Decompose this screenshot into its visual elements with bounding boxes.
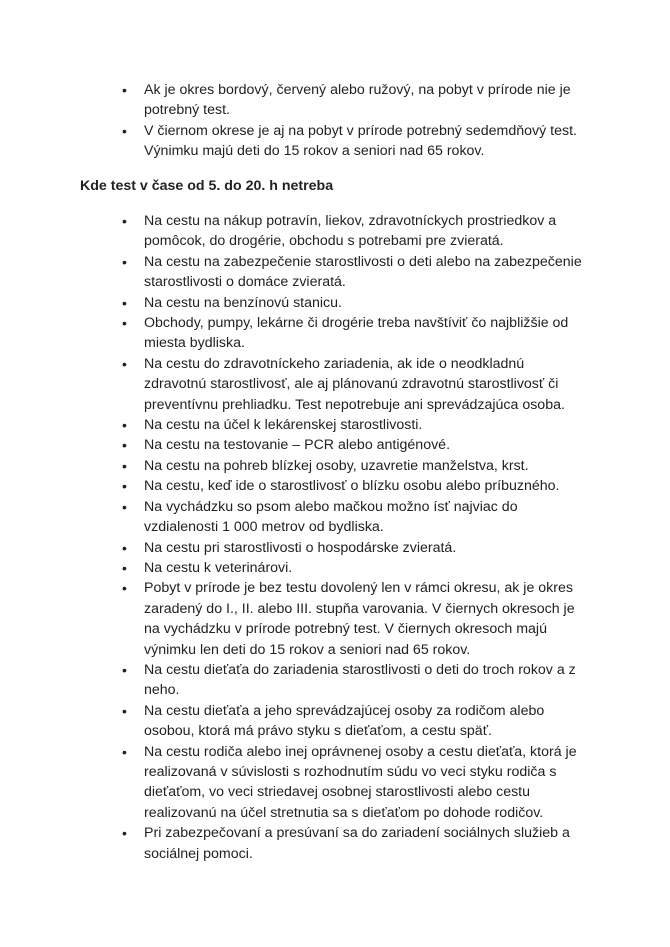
bullet-icon: • xyxy=(122,315,127,332)
list-item-text: Na cestu dieťaťa do zariadenia starostlivosti o deti do troch rokov a z neho. xyxy=(144,661,576,699)
bullet-icon: • xyxy=(122,702,127,719)
bullet-icon: • xyxy=(122,498,127,515)
bullet-icon: • xyxy=(122,743,127,760)
list-item-text: V čiernom okrese je aj na pobyt v prírode potrebný sedemdňový test. Výnimku majú deti do 15 rokov a seniori nad 65 rokov. xyxy=(144,122,577,160)
bullet-icon: • xyxy=(122,457,127,474)
list-item-text: Ak je okres bordový, červený alebo ružový, na pobyt v prírode nie je potrebný test. xyxy=(144,82,571,119)
bullet-icon: • xyxy=(122,661,127,678)
list-item xyxy=(118,823,588,864)
list-item-text: Na cestu pri starostlivosti o hospodárske zvieratá. xyxy=(144,539,457,556)
list-item-text: Na cestu dieťaťa a jeho sprevádzajúcej osoby za rodičom alebo osobou, ktorá má právo styku s dieťaťom, a cestu späť. xyxy=(144,702,545,740)
list-item-text: Na cestu na testovanie – PCR alebo antigénové. xyxy=(144,437,451,454)
bullet-icon: • xyxy=(122,82,127,98)
list-item xyxy=(118,415,588,435)
bullet-icon: • xyxy=(122,122,127,139)
list-item xyxy=(118,456,588,476)
list-item xyxy=(118,313,588,354)
bullet-icon: • xyxy=(122,825,127,842)
bullet-icon: • xyxy=(122,417,127,434)
list-item xyxy=(118,578,588,660)
bullet-icon: • xyxy=(122,559,127,576)
list-item-text: Pobyt v prírode je bez testu dovolený len v rámci okresu, ak je okres zaradený do I., II. alebo III. stupňa varovania. V čiernych okresoch je na vychádzku v prírode potrebný test. V čiernych okresoch majú výnimku len deti do 15 rokov a seniori nad 65 rokov. xyxy=(144,580,575,658)
list-item xyxy=(118,558,588,578)
bullet-icon: • xyxy=(122,539,127,556)
list-item-text: Na cestu rodiča alebo inej oprávnenej osoby a cestu dieťaťa, ktorá je realizovaná v súvislosti s rozhodnutím súdu vo veci styku rodiča s dieťaťom, vo veci striedavej osobnej starostlivosti alebo cestu realizovanú na účel stretnutia sa s dieťaťom po dohode rodičov. xyxy=(144,743,577,821)
list-item-text: Na cestu, keď ide o starostlivosť o blízku osobu alebo príbuzného. xyxy=(144,478,560,495)
bullet-icon: • xyxy=(122,437,127,454)
bullet-icon: • xyxy=(122,294,127,311)
bullet-icon: • xyxy=(122,478,127,495)
list-item xyxy=(118,80,588,121)
list-item xyxy=(118,538,588,558)
list-item xyxy=(118,354,588,415)
list-item xyxy=(118,701,588,742)
list-item-text: Na cestu na pohreb blízkej osoby, uzavretie manželstva, krst. xyxy=(144,457,529,474)
list-item xyxy=(118,252,588,293)
list-item-text: Pri zabezpečovaní a presúvaní sa do zariadení sociálnych služieb a sociálnej pomoci. xyxy=(144,825,570,862)
list-item-text: Na cestu k veterinárovi. xyxy=(144,559,293,576)
bullet-icon: • xyxy=(122,213,127,229)
bullet-icon: • xyxy=(122,580,127,597)
top-bullet-list xyxy=(118,80,588,162)
bullet-icon: • xyxy=(122,355,127,372)
list-item-text: Na cestu na zabezpečenie starostlivosti o deti alebo na zabezpečenie starostlivosti o domáce zvieratá. xyxy=(144,253,582,291)
list-item xyxy=(118,121,588,162)
main-bullet-list xyxy=(118,211,588,864)
list-item xyxy=(118,660,588,701)
list-item xyxy=(118,293,588,313)
list-item-text: Obchody, pumpy, lekárne či drogérie treba navštíviť čo najbližšie od miesta bydliska. xyxy=(144,315,569,352)
list-item-text: Na cestu na nákup potravín, liekov, zdravotníckych prostriedkov a pomôcok, do drogérie, obchodu s potrebami pre zvieratá. xyxy=(144,213,557,250)
section-heading: Kde test v čase od 5. do 20. h netreba xyxy=(80,178,334,194)
list-item xyxy=(118,435,588,455)
list-item-text: Na cestu do zdravotníckeho zariadenia, ak ide o neodkladnú zdravotnú starostlivosť, ale aj plánovanú zdravotnú starostlivosť či preventívnu prehliadku. Test nepotrebuje ani sprevádzajúca osoba. xyxy=(144,355,565,413)
list-item xyxy=(118,497,588,538)
list-item-text: Na cestu na benzínovú stanicu. xyxy=(144,294,342,311)
list-item xyxy=(118,742,588,824)
list-item xyxy=(118,476,588,496)
list-item-text: Na cestu na účel k lekárenskej starostlivosti. xyxy=(144,417,423,434)
list-item-text: Na vychádzku so psom alebo mačkou možno ísť najviac do vzdialenosti 1 000 metrov od bydliska. xyxy=(144,498,518,536)
bullet-icon: • xyxy=(122,253,127,270)
list-item xyxy=(118,211,588,252)
